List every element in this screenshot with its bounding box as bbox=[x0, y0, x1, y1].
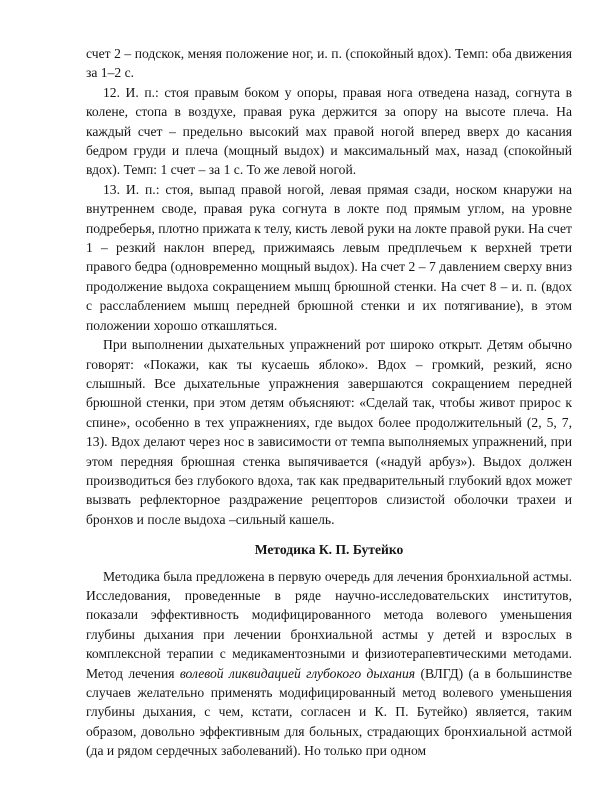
paragraph-exercise-11-end: счет 2 – подскок, меняя положение ног, и. п. (спокойный вдох). Темп: оба движения за 1–2 с. bbox=[86, 46, 572, 81]
paragraph-exercise-13: 13. И. п.: стоя, выпад правой ногой, левая прямая сзади, носком кнаружи на внутреннем своде, правая рука согнута в локте под прямым углом, на уровне подреберья, плотно прижата к телу, кисть левой руки на локте правой руки. На счет 1 – резкий наклон вперед, прижимаясь левым предплечьем к верхней трети правого бедра (одновременно мощный выдох). На счет 2 – 7 давлением сверху вниз продолжение выдоха сокращением мышц брюшной стенки. На счет 8 – и. п. (вдох с расслаблением мышц передней брюшной стенки и их потягивание), в этом положении хорошо откашляться. bbox=[86, 181, 572, 333]
paragraph-exercise-12: 12. И. п.: стоя правым боком у опоры, правая нога отведена назад, согнута в колене, стопа в воздухе, правая рука держится за опору на высоте плеча. На каждый счет – предельно высокий мах правой ногой вперед вверх до касания бедром груди и плеча (мощный выдох) и максимальный мах, назад (спокойный вдох). Темп: 1 счет – за 1 с. То же левой ногой. bbox=[86, 84, 572, 178]
italic-term: волевой ликвидацией глубокого дыхания bbox=[179, 665, 416, 681]
section-heading: Методика К. П. Бутейко bbox=[254, 542, 404, 558]
document-page bbox=[86, 44, 572, 761]
text-segment: Методика была предложена в первую очередь для лечения бронхиальной астмы. Исследования, проведенные в ряде научно-исследовательских институтов, показали эффективность модифицированного метода волевого уменьшения глубины дыхания при лечении бронхиальной астмы у детей и взрослых в комплексной терапии с медикаментозными и физиотерапевтическими методами. Метод лечения bbox=[86, 568, 572, 681]
paragraph-buteyko-method bbox=[86, 567, 572, 761]
paragraph-breathing-notes: При выполнении дыхательных упражнений рот широко открыт. Детям обычно говорят: «Покажи, как ты кусаешь яблоко». Вдох – громкий, резкий, ясно слышный. Все дыхательные упражнения завершаются сокращением передней брюшной стенки, при этом детям объясняют: «Сделай так, чтобы живот прирос к спине», особенно в тех упражнениях, где выдох более продолжительный (2, 5, 7, 13). Вдох делают через нос в зависимости от темпа выполняемых упражнений, при этом передняя брюшная стенка выпячивается («надуй арбуз»). Выдох должен производиться без глубокого вдоха, так как предварительный глубокий вдох может вызвать рефлекторное раздражение рецепторов слизистой оболочки трахеи и бронхов и после выдоха –сильный кашель. bbox=[86, 337, 572, 527]
text-segment: (ВЛГД) (а в большинстве случаев желательно применять модифицированный метод волевого уменьшения глубины дыхания, с чем, кстати, согласен и К. П. Бутейко) является, таким образом, довольно эффективным для больных, страдающих бронхиальной астмой (да и рядом сердечных заболеваний). Но только при одном bbox=[86, 665, 572, 759]
